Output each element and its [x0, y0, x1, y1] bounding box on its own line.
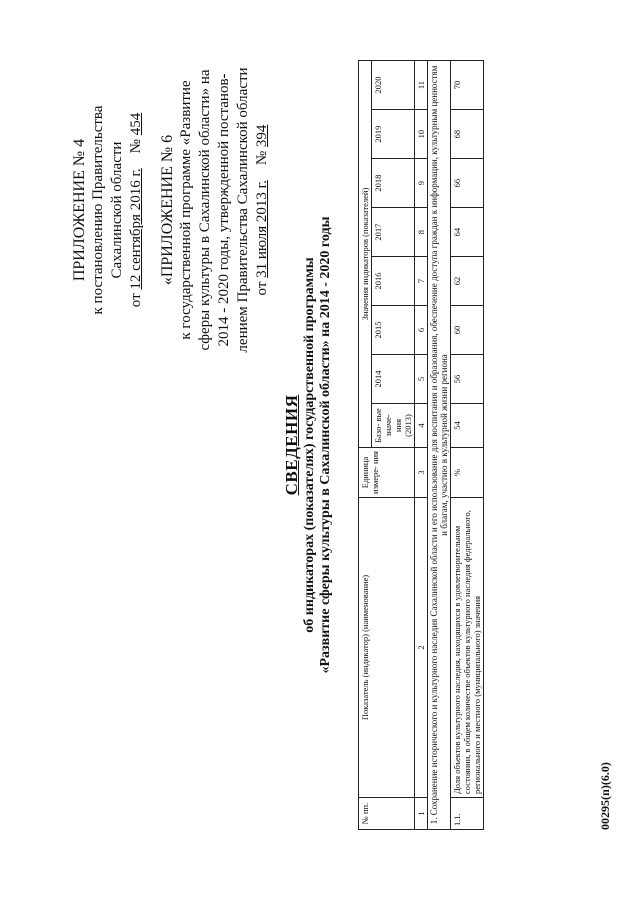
col-number: 10	[415, 110, 428, 159]
header-unit: Единица измере- ния	[359, 448, 415, 498]
appendix-number: 454	[128, 112, 144, 136]
section-row	[428, 61, 451, 830]
prev-appendix-line1: к государственной программе «Развитие	[178, 80, 194, 340]
row-value: 66	[451, 159, 484, 208]
header-base: Базо- вые значе- ния (2013)	[372, 404, 415, 448]
header-year: 2019	[372, 110, 415, 159]
header-year: 2017	[372, 208, 415, 257]
header-year: 2015	[372, 306, 415, 355]
col-number: 4	[415, 404, 428, 448]
prev-appendix-line3: 2014 - 2020 годы, утвержденной постанов-	[216, 73, 232, 347]
row-indicator: Доля объектов культурного наследия, находящихся в удовлетворительном состоянии, в общем количестве объектов культурного наследия федерального, регионального и местного (муниципального) значения	[451, 498, 484, 798]
header-values: Значения индикаторов (показателей)	[359, 61, 372, 448]
heading-line3: «Развитие сферы культуры в Сахалинской области» на 2014 - 2020 годы	[318, 216, 333, 674]
document-heading	[282, 65, 334, 825]
prev-appendix-line4: лением Правительства Сахалинской области	[235, 67, 251, 353]
section-title: 1. Сохранение исторического и культурного наследия Сахалинской области и его использование для воспитания и образования, обеспечение доступа граждан к информации, культурным ценностям и благам, участию в культурной жизни региона	[428, 61, 451, 830]
row-value: 64	[451, 208, 484, 257]
col-number: 8	[415, 208, 428, 257]
row-value: 60	[451, 306, 484, 355]
column-number-row	[415, 61, 428, 830]
indicators-table	[358, 60, 484, 830]
header-num: № пп.	[359, 798, 415, 830]
header-indicator: Показатель (индикатор) (наименование)	[359, 498, 415, 798]
col-number: 9	[415, 159, 428, 208]
prev-appendix-number: 394	[254, 124, 270, 148]
row-value: 70	[451, 61, 484, 110]
col-number: 7	[415, 257, 428, 306]
col-number: 2	[415, 498, 428, 798]
header-year: 2018	[372, 159, 415, 208]
appendix-line1: к постановлению Правительства	[90, 105, 106, 315]
appendix-title: ПРИЛОЖЕНИЕ № 4	[71, 138, 88, 282]
prev-appendix-from-label: от	[254, 281, 270, 296]
col-number: 11	[415, 61, 428, 110]
header-year: 2016	[372, 257, 415, 306]
row-unit: %	[451, 448, 484, 498]
col-number: 1	[415, 798, 428, 830]
col-number: 3	[415, 448, 428, 498]
col-number: 5	[415, 355, 428, 404]
appendix-date-line	[127, 15, 146, 405]
indicators-table-wrap	[358, 60, 484, 830]
heading-line2: об индикаторах (показателях) государственной программы	[302, 257, 317, 633]
row-num: 1.1.	[451, 798, 484, 830]
row-base: 54	[451, 404, 484, 448]
appendix-from-label: от	[128, 293, 144, 308]
appendix-date: 12 сентября 2016 г.	[128, 168, 144, 290]
header-year: 2020	[372, 61, 415, 110]
row-value: 62	[451, 257, 484, 306]
header-year: 2014	[372, 355, 415, 404]
appendix-block	[70, 15, 272, 405]
heading-title: СВЕДЕНИЯ	[282, 394, 301, 496]
prev-appendix-num-label: №	[254, 150, 270, 166]
prev-appendix-date-line	[253, 15, 272, 405]
prev-appendix-line2: сферы культуры в Сахалинской области» на	[197, 69, 213, 351]
appendix-num-label: №	[128, 139, 144, 154]
row-value: 56	[451, 355, 484, 404]
appendix-line2: Сахалинской области	[109, 141, 125, 279]
row-value: 68	[451, 110, 484, 159]
prev-appendix-date: 31 июля 2013 г.	[254, 180, 270, 278]
table-row	[451, 61, 484, 830]
footer-code: 00295(п)(6.0)	[598, 762, 612, 830]
col-number: 6	[415, 306, 428, 355]
prev-appendix-title: «ПРИЛОЖЕНИЕ № 6	[159, 134, 176, 286]
